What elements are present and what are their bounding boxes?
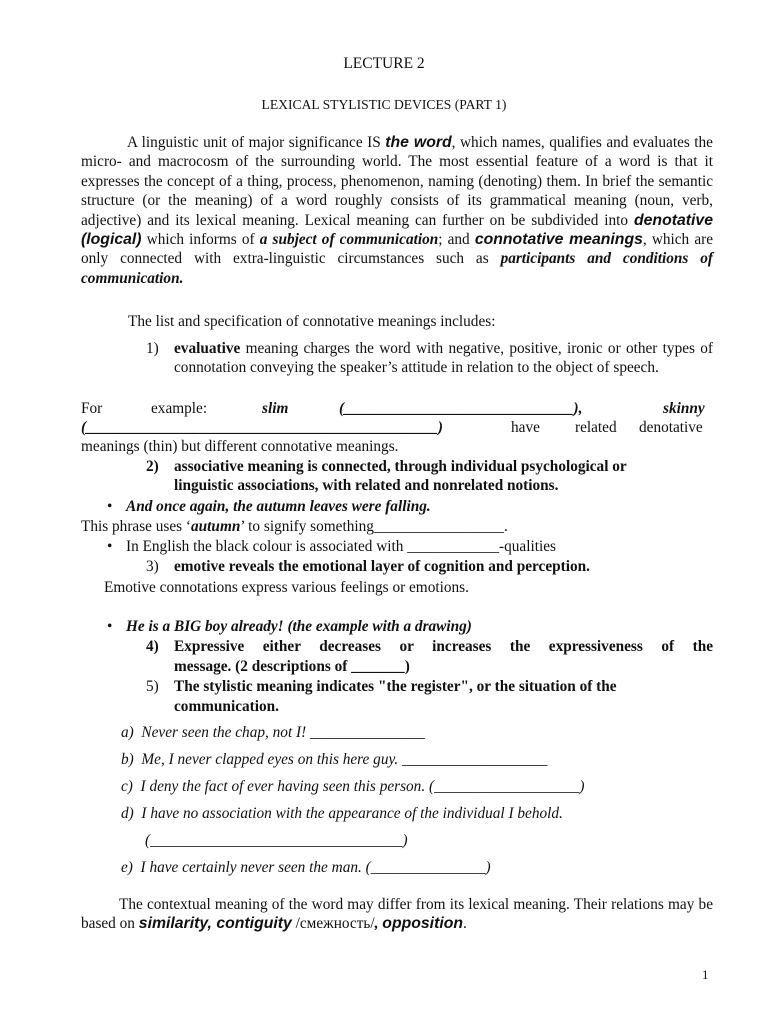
item-4-line-1: Expressive either decreases or increases the expressiveness of the [174,638,713,655]
example-d: d) I have no association with the appearance of the individual I behold. [121,805,563,822]
term-denotative: denotative (logical) [81,211,713,249]
term-connotative: connotative meanings [474,231,643,249]
item-3-text: emotive reveals the emotional layer of cognition and perception. [174,558,590,575]
emotive-note: Emotive connotations express various feelings or emotions. [104,579,469,596]
page-subtitle: LEXICAL STYLISTIC DEVICES (PART 1) [261,97,507,112]
bullet-1-text: And once again, the autumn leaves were falling. [126,498,431,515]
page-number: 1 [702,967,709,982]
closing-paragraph: The contextual meaning of the word may differ from its lexical meaning. Their relations may be based on similarity, contiguity /смежность/, opposition. [81,896,713,933]
item-2-number: 2) [146,458,159,475]
item-1-number: 1) [146,340,159,357]
term-participants: participants and conditions of communication. [81,250,713,287]
item-1-text: evaluative meaning charges the word with negative, positive, ironic or other types of connotation conveying the speaker’s attitude in relation to the object of speech. [174,340,713,377]
item-2-line-1: associative meaning is connected, through individual psychological or [174,458,627,475]
example-b: b) Me, I never clapped eyes on this here guy. ___________________ [121,751,548,768]
bullet-dot-3: • [107,618,113,635]
example-e: e) I have certainly never seen the man. (_______________) [121,859,491,876]
item-2-line-2: linguistic associations, with related and nonrelated notions. [174,477,559,494]
item-4-number: 4) [146,638,159,655]
page-title: LECTURE 2 [343,55,425,72]
term-the-word: the word [385,134,452,151]
example-line-3: meanings (thin) but different connotative meanings. [81,438,399,455]
item-5-line-1: The stylistic meaning indicates "the register", or the situation of the [174,678,617,695]
example-a: a) Never seen the chap, not I! _______________ [121,724,425,741]
phrase-line: This phrase uses ‘autumn’ to signify something_________________. [81,518,508,535]
bullet-dot-2: • [107,538,113,555]
example-d-blank: (_________________________________) [145,832,408,849]
item-4-line-2: message. (2 descriptions of _______) [174,658,410,675]
bullet-dot-1: • [107,498,113,515]
item-5-line-2: communication. [174,698,279,715]
bullet-3-text: He is a BIG boy already! (the example with a drawing) [126,618,472,635]
item-5-number: 5) [146,678,159,695]
list-intro: The list and specification of connotative meanings includes: [128,313,496,330]
intro-paragraph: A linguistic unit of major significance IS the word, which names, qualifies and evaluates the micro- and macrocosm of the surrounding world. The most essential feature of a word is that it expresses the concept of a thing, process, phenomenon, naming (denoting) them. In brief the semantic structure (or the meaning) of a word roughly consists of its grammatical meaning (noun, verb, adjective) and its lexical meaning. Lexical meaning can further on be subdivided into denotative (logical) which informs of a subject of communication; and connotative meanings, which are only connected with extra-linguistic circumstances such as participants and conditions of communication. [81,134,713,287]
item-3-number: 3) [146,558,159,575]
bullet-2-text: In English the black colour is associated with ____________-qualities [126,538,556,555]
document-page: LECTURE 2 LEXICAL STYLISTIC DEVICES (PART 1) A linguistic unit of major significance IS the word, which names, qualifies and evaluates the micro- and macrocosm of the surrounding world. The most essential feature of a word is that it expresses the concept of a thing, process, phenomenon, naming (denoting) them. In brief the semantic structure (or the meaning) of a word roughly consists of its grammatical meaning (noun, verb, adjective) and its lexical meaning. Lexical meaning can further on be subdivided into denotative (logical) which informs of a subject of communication; and connotative meanings, which are only connected with extra-linguistic circumstances such as participants and conditions of communication. The list and specification of connotative meanings includes: 1) evaluative meaning charges the word with negative, positive, ironic or other types of connotation conveying the speaker’s attitude in relation to the object of speech. For example: slim (______________________________), skinny (______________________________________________) have related denotative meanings (thin) but different connotative meanings. 2) associative meaning is connected, through individual psychological or linguistic associations, with related and nonrelated notions. • And once again, the autumn leaves were falling. This phrase uses ‘autumn’ to signify something_________________. • In English the black colour is associated with ____________-qualities 3) emotive reveals the emotional layer of cognition and perception. Emotive connotations express various feelings or emotions. • He is a BIG boy already! (the example with a drawing) 4) Expressive either decreases or increases the expressiveness of the message. (2 descriptions of _______) 5) The stylistic meaning indicates "the register", or the situation of the communication. a) Never seen the chap, not I! _______________ b) Me, I never clapped eyes on this here guy. ___________________ c) I deny the fact of ever having seen this person. (___________________) d) I have no association with the appearance of the individual I behold. (_________________________________) e) I have certainly never seen the man. (_______________) The contextual meaning of the word may differ from its lexical meaning. Their relations may be based on similarity, contiguity /смежность/, opposition. 1 [0,0,768,1024]
example-c: c) I deny the fact of ever having seen this person. (___________________) [121,778,585,795]
term-subject: a subject of communication [259,231,439,249]
